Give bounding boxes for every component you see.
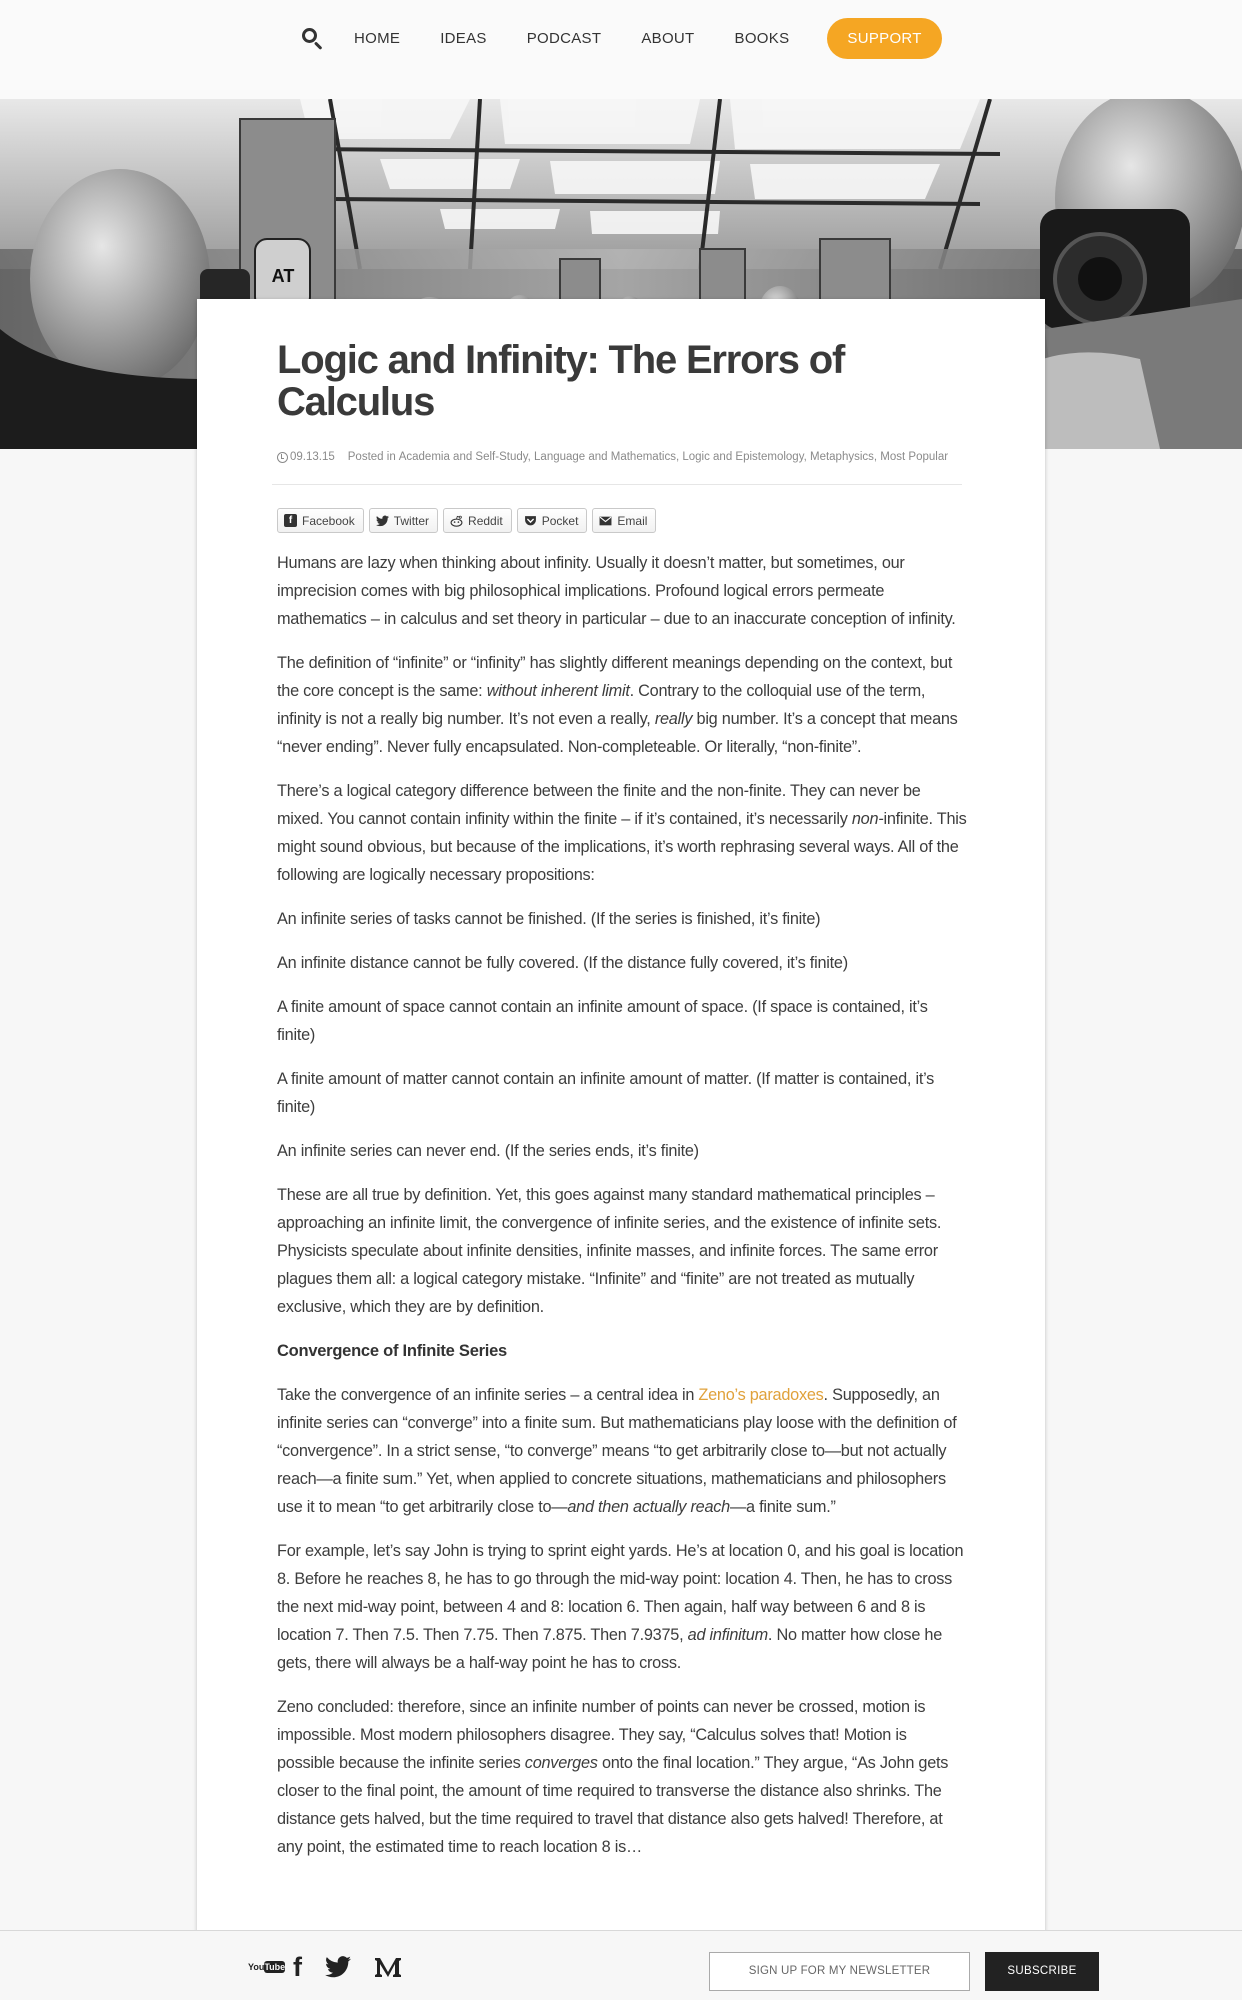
subscribe-button[interactable]: SUBSCRIBE <box>985 1952 1099 1991</box>
article-meta <box>277 451 948 463</box>
share-label: Email <box>617 513 648 528</box>
share-pocket-button[interactable] <box>517 508 588 533</box>
share-twitter-button[interactable] <box>369 508 438 533</box>
support-button[interactable]: SUPPORT <box>827 18 941 59</box>
facebook-icon[interactable]: f <box>293 1951 302 1982</box>
paragraph: These are all true by definition. Yet, this goes against many standard mathematical principles – approaching an infinite limit, the convergence of infinite series, and the existence of infinite sets. Physicists speculate about infinite densities, infinite masses, and infinite forces. The same error plagues them all: a logical category mistake. “Infinite” and “finite” are not treated as mutually exclusive, which they are by definition. <box>277 1186 942 1316</box>
nav-books[interactable]: BOOKS <box>734 29 790 47</box>
article-card <box>197 299 1045 2000</box>
social-icons <box>248 1953 425 1981</box>
paragraph: Humans are lazy when thinking about infinity. Usually it doesn’t matter, but sometimes, our imprecision comes with big philosophical implications. Profound logical errors permeate mathematics – in calculus and set theory in particular – due to an inaccurate conception of infinity. <box>277 554 956 628</box>
share-label: Facebook <box>302 513 355 528</box>
svg-text:AT: AT <box>271 266 295 286</box>
share-label: Twitter <box>393 513 430 528</box>
proposition: A finite amount of space cannot contain an infinite amount of space. (If space is contained, it’s finite) <box>277 998 928 1044</box>
pocket-icon <box>524 514 537 527</box>
newsletter-signup-input[interactable]: SIGN UP FOR MY NEWSLETTER <box>709 1952 970 1991</box>
zenos-paradoxes-link[interactable]: Zeno’s paradoxes <box>698 1386 824 1404</box>
nav-home[interactable]: HOME <box>354 29 401 47</box>
twitter-icon[interactable] <box>325 1954 351 1980</box>
nav-ideas[interactable]: IDEAS <box>440 29 487 47</box>
medium-icon[interactable] <box>374 1954 402 1980</box>
posted-in-label: Posted in <box>347 451 396 463</box>
paragraph: The definition of “infinite” or “infinity” has slightly different meanings depending on the context, but the core concept is the same: without inherent limit. Contrary to the colloquial use of the term, infinity is not a really big number. It’s not even a really, really big number. It’s a concept that means “never ending”. Never fully encapsulated. Non-completeable. Or literally, “non-finite”. <box>277 654 958 756</box>
meta-divider <box>272 484 962 485</box>
envelope-icon <box>599 514 612 527</box>
top-navigation <box>0 0 1242 99</box>
share-facebook-button[interactable] <box>277 508 364 533</box>
share-label: Reddit <box>468 513 503 528</box>
article-title: Logic and Infinity: The Errors of Calculus <box>277 338 845 424</box>
paragraph: Zeno concluded: therefore, since an infinite number of points can never be crossed, motion is impossible. Most modern philosophers disagree. They say, “Calculus solves that! Motion is possible because the infinite series converges onto the final location.” They argue, “As John gets closer to the final point, the amount of time required to transverse the distance also shrinks. The distance gets halved, but the time required to travel that distance also gets halved! Therefore, at any point, the estimated time to reach location 8 is… <box>277 1698 949 1856</box>
nav-podcast[interactable]: PODCAST <box>526 29 602 47</box>
article-body <box>277 549 967 1877</box>
clock-icon <box>277 452 288 463</box>
paragraph: There’s a logical category difference between the finite and the non-finite. They can never be mixed. You cannot contain infinity within the finite – if it’s contained, it’s necessarily non-infinite. This might sound obvious, but because of the implications, it’s worth rephrasing several ways. All of the following are logically necessary propositions: <box>277 782 967 884</box>
youtube-icon[interactable]: You Tube <box>248 1962 286 1972</box>
nav-about[interactable]: ABOUT <box>641 29 695 47</box>
sticky-footer <box>0 1930 1242 2000</box>
proposition: An infinite series can never end. (If the series ends, it’s finite) <box>277 1142 699 1160</box>
share-reddit-button[interactable] <box>443 508 512 533</box>
proposition: An infinite series of tasks cannot be finished. (If the series is finished, it’s finite) <box>277 910 821 928</box>
proposition: A finite amount of matter cannot contain an infinite amount of matter. (If matter is contained, it’s finite) <box>277 1070 935 1116</box>
nav-bar <box>298 17 942 59</box>
share-label: Pocket <box>541 513 579 528</box>
section-heading: Convergence of Infinite Series <box>277 1342 507 1360</box>
reddit-icon <box>450 514 463 527</box>
category-links[interactable]: Academia and Self-Study, Language and Mathematics, Logic and Epistemology, Metaphysics, Most Popular <box>398 451 949 463</box>
share-email-button[interactable] <box>592 508 656 533</box>
paragraph: For example, let’s say John is trying to sprint eight yards. He’s at location 0, and his goal is location 8. Before he reaches 8, he has to go through the mid-way point: location 4. Then, he has to cross the next mid-way point, between 4 and 8: location 6. Then again, half way between 6 and 8 is location 7. Then 7.5. Then 7.75. Then 7.875. Then 7.9375, ad infinitum. No matter how close he gets, there will always be a half-way point he has to cross. <box>277 1542 964 1672</box>
paragraph: Take the convergence of an infinite series – a central idea in Zeno’s paradoxes. Supposedly, an infinite series can “converge” into a finite sum. But mathematicians play loose with the definition of “convergence”. In a strict sense, “to converge” means “to get arbitrarily close to—but not actually reach—a finite sum.” Yet, when applied to concrete situations, mathematicians and philosophers use it to mean “to get arbitrarily close to—and then actually reach—a finite sum.” <box>277 1386 957 1516</box>
facebook-icon: f <box>284 514 297 527</box>
post-date: 09.13.15 <box>290 451 335 463</box>
twitter-icon <box>376 514 389 527</box>
proposition: An infinite distance cannot be fully covered. (If the distance fully covered, it’s finite) <box>277 954 848 972</box>
search-icon[interactable] <box>298 23 328 53</box>
share-buttons <box>277 508 661 533</box>
